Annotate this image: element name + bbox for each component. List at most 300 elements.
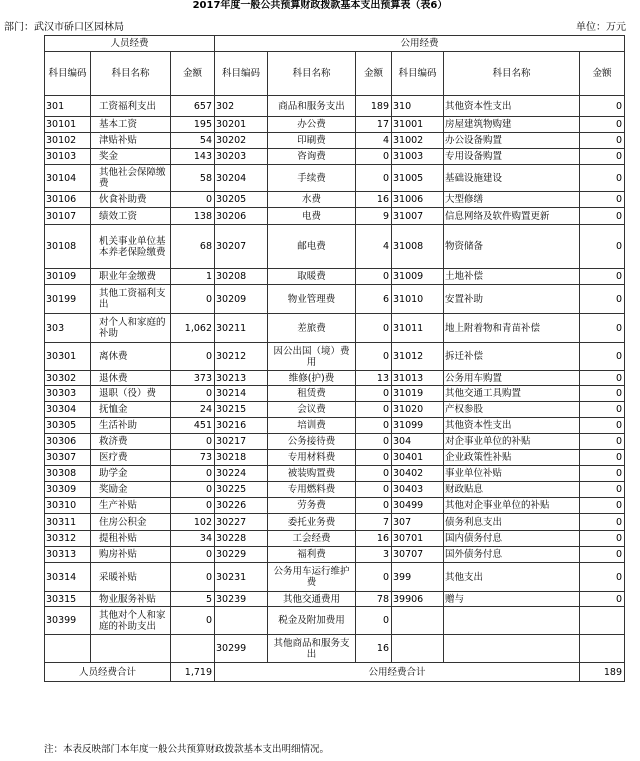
code-cell — [215, 607, 268, 635]
amount-cell: 0 — [580, 592, 625, 607]
code-cell: 30202 — [215, 133, 268, 149]
name-cell: 信息网络及软件购置更新 — [444, 208, 580, 225]
code-cell: 30207 — [215, 225, 268, 269]
name-cell: 办公费 — [268, 117, 356, 133]
code-cell: 30107 — [45, 208, 91, 225]
amount-cell: 0 — [580, 285, 625, 314]
code-cell: 30227 — [215, 514, 268, 531]
amount-cell: 0 — [580, 531, 625, 547]
amount-cell — [580, 635, 625, 663]
amount-cell: 16 — [356, 192, 392, 208]
amount-cell: 0 — [580, 450, 625, 466]
name-cell: 助学金 — [91, 466, 171, 482]
table-row — [45, 498, 625, 514]
code-cell: 30701 — [392, 531, 444, 547]
amount-cell: 0 — [356, 482, 392, 498]
table-row — [45, 96, 625, 117]
code-cell: 30402 — [392, 466, 444, 482]
name-cell: 奖金 — [91, 149, 171, 165]
amount-cell: 451 — [171, 418, 215, 434]
amount-cell: 0 — [171, 547, 215, 563]
amount-cell: 0 — [356, 607, 392, 635]
code-cell: 301 — [45, 96, 91, 117]
table-row — [45, 208, 625, 225]
code-cell: 30299 — [215, 635, 268, 663]
code-cell: 31010 — [392, 285, 444, 314]
code-cell: 30205 — [215, 192, 268, 208]
col-header-code: 科目编码 — [215, 52, 268, 96]
name-cell: 邮电费 — [268, 225, 356, 269]
amount-cell: 0 — [171, 434, 215, 450]
code-cell: 30212 — [215, 343, 268, 371]
code-cell: 30208 — [215, 269, 268, 285]
code-cell: 30401 — [392, 450, 444, 466]
personnel-total-label: 人员经费合计 — [45, 663, 171, 682]
name-cell: 产权参股 — [444, 402, 580, 418]
amount-cell: 5 — [171, 592, 215, 607]
amount-cell: 0 — [580, 225, 625, 269]
name-cell: 维修(护)费 — [268, 371, 356, 386]
amount-cell: 0 — [580, 165, 625, 192]
table-row — [45, 117, 625, 133]
code-cell: 30218 — [215, 450, 268, 466]
amount-cell: 0 — [580, 563, 625, 592]
department-label: 部门：武汉市硚口区园林局 — [4, 22, 124, 33]
amount-cell: 16 — [356, 635, 392, 663]
code-cell: 30206 — [215, 208, 268, 225]
code-cell: 30310 — [45, 498, 91, 514]
name-cell: 医疗费 — [91, 450, 171, 466]
amount-cell — [171, 635, 215, 663]
table-row — [45, 165, 625, 192]
name-cell: 基本工资 — [91, 117, 171, 133]
name-cell: 对企事业单位的补贴 — [444, 434, 580, 450]
name-cell: 提租补贴 — [91, 531, 171, 547]
amount-cell: 0 — [580, 547, 625, 563]
code-cell: 30302 — [45, 371, 91, 386]
amount-cell: 0 — [580, 386, 625, 402]
amount-cell: 0 — [356, 149, 392, 165]
amount-cell: 0 — [356, 498, 392, 514]
amount-cell: 0 — [171, 498, 215, 514]
code-cell: 30102 — [45, 133, 91, 149]
name-cell: 债务利息支出 — [444, 514, 580, 531]
unit-label: 单位：万元 — [576, 22, 626, 33]
table-row — [45, 466, 625, 482]
amount-cell: 102 — [171, 514, 215, 531]
name-cell: 工资福利支出 — [91, 96, 171, 117]
amount-cell: 0 — [580, 514, 625, 531]
amount-cell: 0 — [356, 563, 392, 592]
code-cell: 30199 — [45, 285, 91, 314]
name-cell: 委托业务费 — [268, 514, 356, 531]
name-cell: 其他交通费用 — [268, 592, 356, 607]
amount-cell: 0 — [171, 563, 215, 592]
code-cell — [392, 635, 444, 663]
amount-cell: 0 — [356, 402, 392, 418]
code-cell: 30499 — [392, 498, 444, 514]
name-cell: 物资储备 — [444, 225, 580, 269]
amount-cell: 0 — [580, 314, 625, 343]
code-cell: 30306 — [45, 434, 91, 450]
amount-cell: 138 — [171, 208, 215, 225]
amount-cell: 0 — [580, 402, 625, 418]
name-cell: 地上附着物和青苗补偿 — [444, 314, 580, 343]
amount-cell: 0 — [356, 343, 392, 371]
code-cell: 30399 — [45, 607, 91, 635]
name-cell: 职业年金缴费 — [91, 269, 171, 285]
code-cell: 39906 — [392, 592, 444, 607]
name-cell: 公务用车购置 — [444, 371, 580, 386]
table-row — [45, 225, 625, 269]
code-cell: 30231 — [215, 563, 268, 592]
code-cell: 30239 — [215, 592, 268, 607]
table-row — [45, 607, 625, 635]
code-cell: 30303 — [45, 386, 91, 402]
name-cell: 印刷费 — [268, 133, 356, 149]
name-cell: 差旅费 — [268, 314, 356, 343]
code-cell: 304 — [392, 434, 444, 450]
code-cell: 30301 — [45, 343, 91, 371]
name-cell — [444, 607, 580, 635]
amount-cell: 78 — [356, 592, 392, 607]
amount-cell — [580, 607, 625, 635]
amount-cell: 0 — [580, 133, 625, 149]
code-cell: 30308 — [45, 466, 91, 482]
amount-cell: 0 — [171, 482, 215, 498]
name-cell: 大型修缮 — [444, 192, 580, 208]
code-cell: 30312 — [45, 531, 91, 547]
name-cell: 机关事业单位基本养老保险缴费 — [91, 225, 171, 269]
amount-cell: 0 — [580, 371, 625, 386]
code-cell: 303 — [45, 314, 91, 343]
amount-cell: 0 — [580, 149, 625, 165]
amount-cell: 0 — [356, 466, 392, 482]
code-cell: 30201 — [215, 117, 268, 133]
amount-cell: 0 — [580, 498, 625, 514]
table-row — [45, 531, 625, 547]
code-cell: 31009 — [392, 269, 444, 285]
table-row — [45, 192, 625, 208]
public-total-label: 公用经费合计 — [215, 663, 580, 682]
code-cell: 31011 — [392, 314, 444, 343]
name-cell: 绩效工资 — [91, 208, 171, 225]
name-cell: 水费 — [268, 192, 356, 208]
amount-cell: 4 — [356, 225, 392, 269]
amount-cell: 0 — [580, 192, 625, 208]
name-cell: 其他对个人和家庭的补助支出 — [91, 607, 171, 635]
amount-cell: 68 — [171, 225, 215, 269]
amount-cell: 0 — [356, 418, 392, 434]
name-cell: 基础设施建设 — [444, 165, 580, 192]
name-cell: 对个人和家庭的补助 — [91, 314, 171, 343]
amount-cell: 1,062 — [171, 314, 215, 343]
footnote: 注：本表反映部门本年度一般公共预算财政拨款基本支出明细情况。 — [44, 744, 330, 755]
code-cell: 30403 — [392, 482, 444, 498]
amount-cell: 4 — [356, 133, 392, 149]
name-cell: 国外债务付息 — [444, 547, 580, 563]
name-cell: 其他支出 — [444, 563, 580, 592]
amount-cell: 24 — [171, 402, 215, 418]
amount-cell: 0 — [356, 269, 392, 285]
name-cell: 国内债务付息 — [444, 531, 580, 547]
table-row — [45, 386, 625, 402]
amount-cell: 195 — [171, 117, 215, 133]
public-total-value: 189 — [580, 663, 625, 682]
name-cell: 办公设备购置 — [444, 133, 580, 149]
name-cell: 工会经费 — [268, 531, 356, 547]
table-row — [45, 343, 625, 371]
name-cell: 专用材料费 — [268, 450, 356, 466]
amount-cell: 143 — [171, 149, 215, 165]
personnel-total-value: 1,719 — [171, 663, 215, 682]
amount-cell: 0 — [580, 466, 625, 482]
code-cell: 30307 — [45, 450, 91, 466]
name-cell: 退职（役）费 — [91, 386, 171, 402]
code-cell: 30214 — [215, 386, 268, 402]
code-cell: 31008 — [392, 225, 444, 269]
code-cell — [45, 635, 91, 663]
col-header-name: 科目名称 — [91, 52, 171, 96]
name-cell: 租赁费 — [268, 386, 356, 402]
name-cell: 商品和服务支出 — [268, 96, 356, 117]
name-cell: 企业政策性补贴 — [444, 450, 580, 466]
col-header-amount: 金额 — [356, 52, 392, 96]
amount-cell: 0 — [171, 285, 215, 314]
code-cell: 30305 — [45, 418, 91, 434]
code-cell: 31019 — [392, 386, 444, 402]
col-header-amount: 金额 — [171, 52, 215, 96]
name-cell: 因公出国（境）费用 — [268, 343, 356, 371]
col-header-code: 科目编码 — [45, 52, 91, 96]
table-row — [45, 402, 625, 418]
name-cell: 税金及附加费用 — [268, 607, 356, 635]
table-row — [45, 434, 625, 450]
table-row — [45, 371, 625, 386]
amount-cell: 3 — [356, 547, 392, 563]
amount-cell: 0 — [580, 117, 625, 133]
code-cell: 307 — [392, 514, 444, 531]
amount-cell: 16 — [356, 531, 392, 547]
amount-cell: 657 — [171, 96, 215, 117]
code-cell: 30213 — [215, 371, 268, 386]
name-cell: 其他交通工具购置 — [444, 386, 580, 402]
name-cell: 房屋建筑物购建 — [444, 117, 580, 133]
amount-cell: 1 — [171, 269, 215, 285]
code-cell: 30226 — [215, 498, 268, 514]
name-cell: 培训费 — [268, 418, 356, 434]
amount-cell: 373 — [171, 371, 215, 386]
code-cell: 31006 — [392, 192, 444, 208]
table-row — [45, 563, 625, 592]
code-cell: 31013 — [392, 371, 444, 386]
section-header-personnel: 人员经费 — [45, 36, 215, 52]
amount-cell: 0 — [356, 165, 392, 192]
code-cell: 30204 — [215, 165, 268, 192]
name-cell: 救济费 — [91, 434, 171, 450]
name-cell: 抚恤金 — [91, 402, 171, 418]
code-cell — [392, 607, 444, 635]
meta-bar — [0, 13, 628, 35]
code-cell: 30224 — [215, 466, 268, 482]
name-cell: 拆迁补偿 — [444, 343, 580, 371]
name-cell: 手续费 — [268, 165, 356, 192]
amount-cell: 0 — [580, 482, 625, 498]
name-cell: 赠与 — [444, 592, 580, 607]
amount-cell: 0 — [580, 434, 625, 450]
code-cell: 30109 — [45, 269, 91, 285]
col-header-amount: 金额 — [580, 52, 625, 96]
table-row — [45, 482, 625, 498]
name-cell — [444, 635, 580, 663]
code-cell: 31001 — [392, 117, 444, 133]
code-cell: 30203 — [215, 149, 268, 165]
name-cell: 取暖费 — [268, 269, 356, 285]
amount-cell: 34 — [171, 531, 215, 547]
name-cell: 事业单位补贴 — [444, 466, 580, 482]
table-row — [45, 514, 625, 531]
name-cell: 退休费 — [91, 371, 171, 386]
name-cell: 津贴补贴 — [91, 133, 171, 149]
name-cell — [91, 635, 171, 663]
code-cell: 310 — [392, 96, 444, 117]
section-header-public: 公用经费 — [215, 36, 625, 52]
table-row — [45, 418, 625, 434]
code-cell: 30229 — [215, 547, 268, 563]
name-cell: 安置补助 — [444, 285, 580, 314]
amount-cell: 9 — [356, 208, 392, 225]
code-cell: 31020 — [392, 402, 444, 418]
col-header-code: 科目编码 — [392, 52, 444, 96]
code-cell: 31099 — [392, 418, 444, 434]
table-row — [45, 285, 625, 314]
amount-cell: 0 — [356, 314, 392, 343]
name-cell: 电费 — [268, 208, 356, 225]
name-cell: 奖励金 — [91, 482, 171, 498]
code-cell: 30313 — [45, 547, 91, 563]
name-cell: 公务接待费 — [268, 434, 356, 450]
amount-cell: 0 — [171, 192, 215, 208]
name-cell: 物业服务补贴 — [91, 592, 171, 607]
code-cell: 30108 — [45, 225, 91, 269]
name-cell: 生活补助 — [91, 418, 171, 434]
amount-cell: 73 — [171, 450, 215, 466]
code-cell: 31002 — [392, 133, 444, 149]
name-cell: 生产补贴 — [91, 498, 171, 514]
name-cell: 采暖补贴 — [91, 563, 171, 592]
amount-cell: 0 — [356, 434, 392, 450]
code-cell: 30311 — [45, 514, 91, 531]
code-cell: 399 — [392, 563, 444, 592]
amount-cell: 0 — [171, 343, 215, 371]
amount-cell: 189 — [356, 96, 392, 117]
code-cell: 30211 — [215, 314, 268, 343]
amount-cell: 17 — [356, 117, 392, 133]
code-cell: 30225 — [215, 482, 268, 498]
name-cell: 其他商品和服务支出 — [268, 635, 356, 663]
name-cell: 其他工资福利支出 — [91, 285, 171, 314]
name-cell: 被装购置费 — [268, 466, 356, 482]
name-cell: 劳务费 — [268, 498, 356, 514]
name-cell: 财政贴息 — [444, 482, 580, 498]
amount-cell: 0 — [580, 343, 625, 371]
amount-cell: 0 — [356, 450, 392, 466]
code-cell: 30104 — [45, 165, 91, 192]
amount-cell: 0 — [171, 386, 215, 402]
table-row — [45, 635, 625, 663]
code-cell: 30103 — [45, 149, 91, 165]
name-cell: 住房公积金 — [91, 514, 171, 531]
code-cell: 30216 — [215, 418, 268, 434]
name-cell: 其他对企事业单位的补贴 — [444, 498, 580, 514]
code-cell: 302 — [215, 96, 268, 117]
code-cell: 30215 — [215, 402, 268, 418]
amount-cell: 0 — [580, 269, 625, 285]
code-cell: 30217 — [215, 434, 268, 450]
table-row — [45, 450, 625, 466]
amount-cell: 58 — [171, 165, 215, 192]
amount-cell: 0 — [580, 96, 625, 117]
table-row — [45, 133, 625, 149]
code-cell: 31003 — [392, 149, 444, 165]
budget-table — [44, 35, 625, 682]
table-row — [45, 592, 625, 607]
table-row — [45, 314, 625, 343]
table-row — [45, 269, 625, 285]
name-cell: 其他资本性支出 — [444, 418, 580, 434]
name-cell: 购房补贴 — [91, 547, 171, 563]
name-cell: 土地补偿 — [444, 269, 580, 285]
name-cell: 物业管理费 — [268, 285, 356, 314]
name-cell: 其他社会保障缴费 — [91, 165, 171, 192]
amount-cell: 0 — [580, 208, 625, 225]
amount-cell: 54 — [171, 133, 215, 149]
name-cell: 专用燃料费 — [268, 482, 356, 498]
code-cell: 30209 — [215, 285, 268, 314]
name-cell: 公务用车运行维护费 — [268, 563, 356, 592]
name-cell: 会议费 — [268, 402, 356, 418]
name-cell: 福利费 — [268, 547, 356, 563]
name-cell: 其他资本性支出 — [444, 96, 580, 117]
table-row — [45, 547, 625, 563]
code-cell: 30101 — [45, 117, 91, 133]
code-cell: 30315 — [45, 592, 91, 607]
code-cell: 31007 — [392, 208, 444, 225]
amount-cell: 0 — [580, 418, 625, 434]
amount-cell: 13 — [356, 371, 392, 386]
col-header-name: 科目名称 — [444, 52, 580, 96]
code-cell: 30304 — [45, 402, 91, 418]
name-cell: 专用设备购置 — [444, 149, 580, 165]
name-cell: 伙食补助费 — [91, 192, 171, 208]
page-title: 2017年度一般公共预算财政拨款基本支出预算表（表6） — [192, 0, 448, 11]
code-cell: 30228 — [215, 531, 268, 547]
amount-cell: 6 — [356, 285, 392, 314]
code-cell: 30309 — [45, 482, 91, 498]
name-cell: 离休费 — [91, 343, 171, 371]
code-cell: 31005 — [392, 165, 444, 192]
col-header-name: 科目名称 — [268, 52, 356, 96]
code-cell: 30314 — [45, 563, 91, 592]
code-cell: 31012 — [392, 343, 444, 371]
code-cell: 30707 — [392, 547, 444, 563]
amount-cell: 7 — [356, 514, 392, 531]
amount-cell: 0 — [356, 386, 392, 402]
name-cell: 咨询费 — [268, 149, 356, 165]
code-cell: 30106 — [45, 192, 91, 208]
amount-cell: 0 — [171, 466, 215, 482]
table-row — [45, 149, 625, 165]
